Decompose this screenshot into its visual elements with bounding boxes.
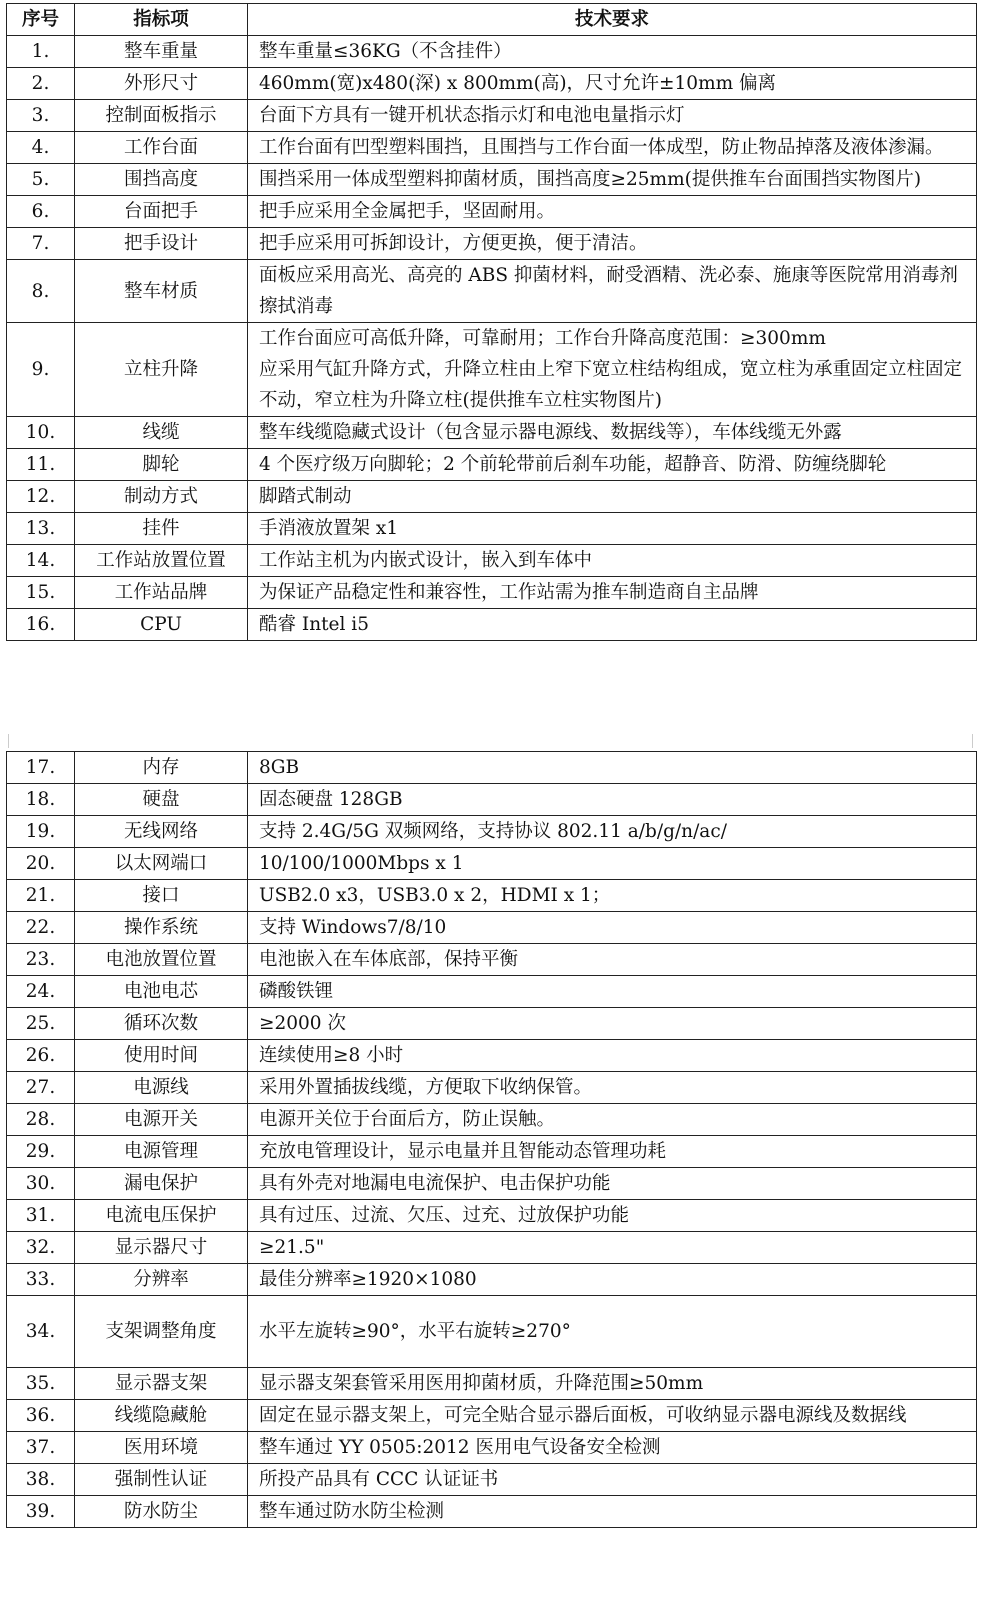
row-number: 35. [7, 1368, 75, 1400]
spec-table-part2 [6, 751, 977, 1528]
row-requirement: 具有过压、过流、欠压、过充、过放保护功能 [248, 1200, 977, 1232]
row-item: 强制性认证 [75, 1464, 248, 1496]
row-item: 线缆隐藏舱 [75, 1400, 248, 1432]
row-item: 显示器支架 [75, 1368, 248, 1400]
row-item: 电源开关 [75, 1104, 248, 1136]
row-item: 使用时间 [75, 1040, 248, 1072]
table-row [7, 1496, 977, 1528]
table-row [7, 1232, 977, 1264]
row-number: 19. [7, 816, 75, 848]
row-requirement: 面板应采用高光、高亮的 ABS 抑菌材料，耐受酒精、洗必泰、施康等医院常用消毒剂擦拭消毒 [248, 260, 977, 323]
row-requirement: 工作台面有凹型塑料围挡，且围挡与工作台面一体成型，防止物品掉落及液体渗漏。 [248, 132, 977, 164]
row-item: 以太网端口 [75, 848, 248, 880]
row-number: 8. [7, 260, 75, 323]
row-item: 电流电压保护 [75, 1200, 248, 1232]
table-row [7, 1136, 977, 1168]
table-row [7, 228, 977, 260]
row-item: 控制面板指示 [75, 100, 248, 132]
row-number: 7. [7, 228, 75, 260]
page-corner-mark-left [8, 734, 9, 748]
table-row [7, 1040, 977, 1072]
row-number: 30. [7, 1168, 75, 1200]
row-number: 29. [7, 1136, 75, 1168]
row-requirement: 最佳分辨率≥1920×1080 [248, 1264, 977, 1296]
table-row [7, 1264, 977, 1296]
table-row [7, 545, 977, 577]
row-number: 39. [7, 1496, 75, 1528]
row-requirement: 酷睿 Intel i5 [248, 609, 977, 641]
row-requirement: 电池嵌入在车体底部，保持平衡 [248, 944, 977, 976]
row-requirement: 具有外壳对地漏电电流保护、电击保护功能 [248, 1168, 977, 1200]
row-requirement: 整车线缆隐藏式设计（包含显示器电源线、数据线等），车体线缆无外露 [248, 417, 977, 449]
row-requirement: 所投产品具有 CCC 认证证书 [248, 1464, 977, 1496]
table-row [7, 1200, 977, 1232]
row-requirement: 工作台面应可高低升降，可靠耐用；工作台升降高度范围：≥300mm 应采用气缸升降方式，升降立柱由上窄下宽立柱结构组成，宽立柱为承重固定立柱固定不动，窄立柱为升降立柱(提供推车立柱实物图片) [248, 323, 977, 417]
row-requirement: 支持 Windows7/8/10 [248, 912, 977, 944]
row-item: 围挡高度 [75, 164, 248, 196]
row-number: 5. [7, 164, 75, 196]
table-row [7, 164, 977, 196]
row-requirement: 显示器支架套管采用医用抑菌材质，升降范围≥50mm [248, 1368, 977, 1400]
row-requirement: 8GB [248, 752, 977, 784]
table-row [7, 132, 977, 164]
row-item: 制动方式 [75, 481, 248, 513]
row-requirement: 整车重量≤36KG（不含挂件） [248, 36, 977, 68]
row-item: 操作系统 [75, 912, 248, 944]
table-row [7, 912, 977, 944]
row-requirement: 固态硬盘 128GB [248, 784, 977, 816]
row-requirement: 把手应采用可拆卸设计，方便更换，便于清洁。 [248, 228, 977, 260]
row-number: 11. [7, 449, 75, 481]
table-row [7, 417, 977, 449]
row-number: 31. [7, 1200, 75, 1232]
row-item: 漏电保护 [75, 1168, 248, 1200]
row-requirement: 采用外置插拔线缆，方便取下收纳保管。 [248, 1072, 977, 1104]
row-number: 23. [7, 944, 75, 976]
table-row [7, 816, 977, 848]
row-number: 21. [7, 880, 75, 912]
table-row [7, 1296, 977, 1368]
row-requirement: 脚踏式制动 [248, 481, 977, 513]
table-row [7, 1072, 977, 1104]
row-number: 38. [7, 1464, 75, 1496]
table-row [7, 100, 977, 132]
row-requirement: 连续使用≥8 小时 [248, 1040, 977, 1072]
page-corner-mark-right [972, 734, 973, 748]
row-item: 挂件 [75, 513, 248, 545]
table-row [7, 1368, 977, 1400]
row-number: 2. [7, 68, 75, 100]
row-number: 15. [7, 577, 75, 609]
row-item: 外形尺寸 [75, 68, 248, 100]
row-item: 工作站品牌 [75, 577, 248, 609]
table-row [7, 1400, 977, 1432]
page-break [0, 734, 981, 750]
row-requirement: 固定在显示器支架上，可完全贴合显示器后面板，可收纳显示器电源线及数据线 [248, 1400, 977, 1432]
table-row [7, 1008, 977, 1040]
row-number: 32. [7, 1232, 75, 1264]
table-row [7, 880, 977, 912]
table-row [7, 1168, 977, 1200]
header-item: 指标项 [75, 4, 248, 36]
row-number: 14. [7, 545, 75, 577]
table-row [7, 976, 977, 1008]
row-number: 1. [7, 36, 75, 68]
row-item: 内存 [75, 752, 248, 784]
row-requirement: 整车通过防水防尘检测 [248, 1496, 977, 1528]
row-item: 电池电芯 [75, 976, 248, 1008]
row-item: 脚轮 [75, 449, 248, 481]
table-row [7, 36, 977, 68]
table-row [7, 449, 977, 481]
table-row [7, 196, 977, 228]
row-requirement: 充放电管理设计，显示电量并且智能动态管理功耗 [248, 1136, 977, 1168]
row-item: 分辨率 [75, 1264, 248, 1296]
row-number: 20. [7, 848, 75, 880]
row-item: 硬盘 [75, 784, 248, 816]
row-requirement: 水平左旋转≥90°，水平右旋转≥270° [248, 1296, 977, 1368]
spec-table-part1 [6, 3, 977, 641]
row-item: 电源线 [75, 1072, 248, 1104]
row-item: 整车材质 [75, 260, 248, 323]
table-row [7, 752, 977, 784]
row-item: 台面把手 [75, 196, 248, 228]
row-requirement: 把手应采用全金属把手，坚固耐用。 [248, 196, 977, 228]
row-number: 17. [7, 752, 75, 784]
row-item: 整车重量 [75, 36, 248, 68]
row-requirement: 10/100/1000Mbps x 1 [248, 848, 977, 880]
row-number: 26. [7, 1040, 75, 1072]
row-requirement: 为保证产品稳定性和兼容性，工作站需为推车制造商自主品牌 [248, 577, 977, 609]
row-item: 工作台面 [75, 132, 248, 164]
row-number: 24. [7, 976, 75, 1008]
row-number: 10. [7, 417, 75, 449]
row-number: 18. [7, 784, 75, 816]
header-no: 序号 [7, 4, 75, 36]
row-item: 电源管理 [75, 1136, 248, 1168]
table-header-row [7, 4, 977, 36]
row-requirement: 围挡采用一体成型塑料抑菌材质，围挡高度≥25mm(提供推车台面围挡实物图片) [248, 164, 977, 196]
row-item: 立柱升降 [75, 323, 248, 417]
table-row [7, 68, 977, 100]
table-row [7, 513, 977, 545]
row-item: 医用环境 [75, 1432, 248, 1464]
row-number: 6. [7, 196, 75, 228]
row-requirement: 手消液放置架 x1 [248, 513, 977, 545]
row-number: 13. [7, 513, 75, 545]
row-requirement: 台面下方具有一键开机状态指示灯和电池电量指示灯 [248, 100, 977, 132]
row-number: 28. [7, 1104, 75, 1136]
row-item: 把手设计 [75, 228, 248, 260]
table-row [7, 481, 977, 513]
row-requirement: USB2.0 x3，USB3.0 x 2，HDMI x 1； [248, 880, 977, 912]
row-number: 34. [7, 1296, 75, 1368]
table-row [7, 944, 977, 976]
row-number: 37. [7, 1432, 75, 1464]
row-requirement: 460mm(宽)x480(深) x 800mm(高)，尺寸允许±10mm 偏离 [248, 68, 977, 100]
row-item: 电池放置位置 [75, 944, 248, 976]
row-item: 防水防尘 [75, 1496, 248, 1528]
row-requirement: 磷酸铁锂 [248, 976, 977, 1008]
row-item: 无线网络 [75, 816, 248, 848]
table-row [7, 1464, 977, 1496]
row-requirement: 4 个医疗级万向脚轮；2 个前轮带前后刹车功能，超静音、防滑、防缠绕脚轮 [248, 449, 977, 481]
row-item: 工作站放置位置 [75, 545, 248, 577]
row-requirement: ≥21.5" [248, 1232, 977, 1264]
row-number: 3. [7, 100, 75, 132]
table-row [7, 609, 977, 641]
row-requirement: 工作站主机为内嵌式设计，嵌入到车体中 [248, 545, 977, 577]
table-row [7, 1432, 977, 1464]
table-row [7, 323, 977, 417]
row-requirement: 电源开关位于台面后方，防止误触。 [248, 1104, 977, 1136]
header-requirement: 技术要求 [248, 4, 977, 36]
row-requirement: ≥2000 次 [248, 1008, 977, 1040]
row-requirement: 整车通过 YY 0505:2012 医用电气设备安全检测 [248, 1432, 977, 1464]
row-number: 27. [7, 1072, 75, 1104]
row-number: 12. [7, 481, 75, 513]
table-row [7, 784, 977, 816]
row-requirement: 支持 2.4G/5G 双频网络，支持协议 802.11 a/b/g/n/ac/ [248, 816, 977, 848]
row-item: 显示器尺寸 [75, 1232, 248, 1264]
row-number: 33. [7, 1264, 75, 1296]
row-number: 22. [7, 912, 75, 944]
row-number: 36. [7, 1400, 75, 1432]
row-item: 循环次数 [75, 1008, 248, 1040]
table-row [7, 577, 977, 609]
row-number: 25. [7, 1008, 75, 1040]
table-row [7, 1104, 977, 1136]
row-item: 接口 [75, 880, 248, 912]
row-number: 16. [7, 609, 75, 641]
row-item: 线缆 [75, 417, 248, 449]
row-item: CPU [75, 609, 248, 641]
row-number: 4. [7, 132, 75, 164]
table-row [7, 848, 977, 880]
row-item: 支架调整角度 [75, 1296, 248, 1368]
table-row [7, 260, 977, 323]
row-number: 9. [7, 323, 75, 417]
